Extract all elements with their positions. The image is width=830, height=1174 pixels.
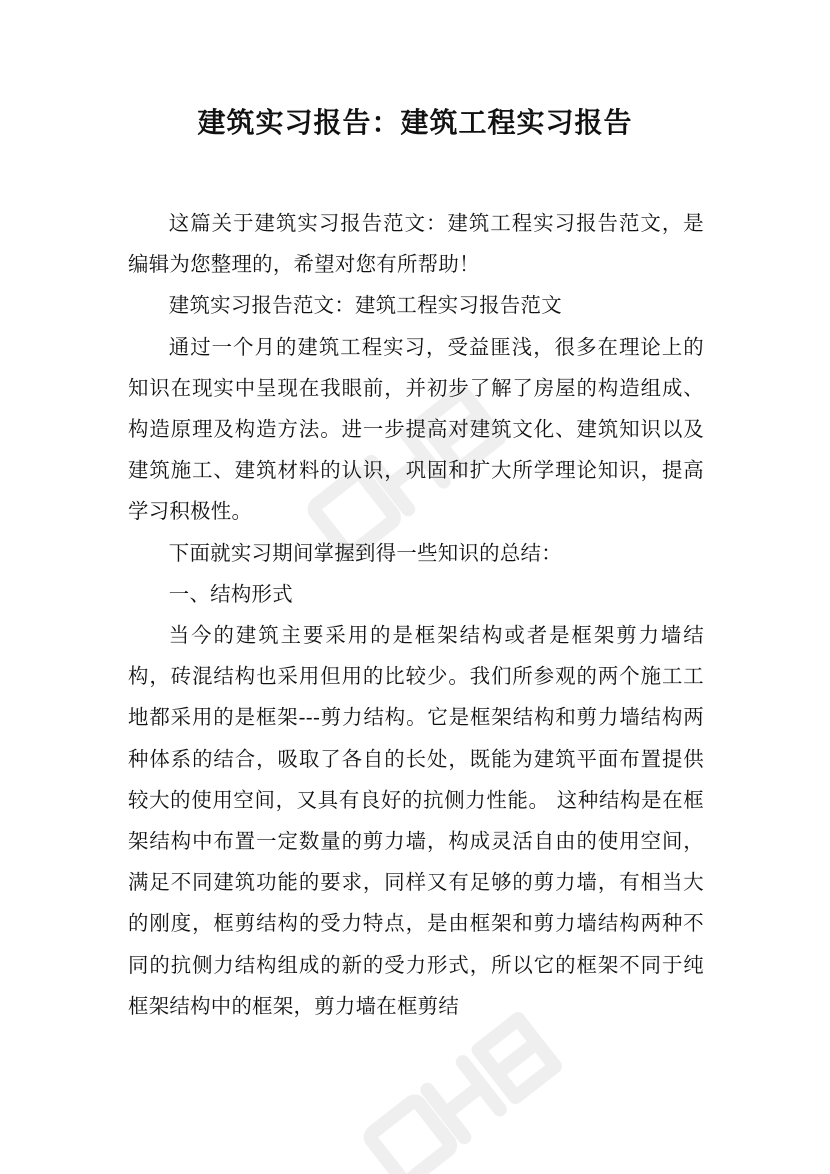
paragraph-summary-lead: 下面就实习期间掌握到得一些知识的总结： (168, 540, 562, 565)
paragraph-subtitle: 建筑实习报告范文：建筑工程实习报告范文 (168, 293, 562, 318)
paragraph-structure: 当今的建筑主要采用的是框架结构或者是框架剪力墙结构，砖混结构也采用但用的比较少。我们所参观的两个施工工地都采用的是框架---剪力结构。它是框架结构和剪力墙结构两种体系的结合，吸取了各自的长处，既能为建筑平面布置提供较大的使用空间，又具有良好的抗侧力性能。 这种结构是在框架结构中布置一定数量的剪力墙，构成灵活自由的使用空间，满足不同建筑功能的要求，同样又有足够的剪力墙，有相当大的刚度，框剪结构的受力特点，是由框架和剪力墙结构两种不同的抗侧力结构组成的新的受力形式，所以它的框架不同于纯框架结构中的框架，剪力墙在框剪结 (128, 623, 704, 1018)
paragraph-overview: 通过一个月的建筑工程实习，受益匪浅，很多在理论上的知识在现实中呈现在我眼前，并初步了解了房屋的构造组成、构造原理及构造方法。进一步提高对建筑文化、建筑知识以及建筑施工、建筑材料的认识，巩固和扩大所学理论知识，提高学习积极性。 (128, 334, 704, 524)
document-body (128, 203, 704, 1027)
section-heading-structure: 一、结构形式 (168, 581, 293, 606)
paragraph-intro: 这篇关于建筑实习报告范文：建筑工程实习报告范文，是编辑为您整理的，希望对您有所帮助！ (128, 211, 704, 277)
document-title: 建筑实习报告：建筑工程实习报告 (197, 106, 633, 139)
